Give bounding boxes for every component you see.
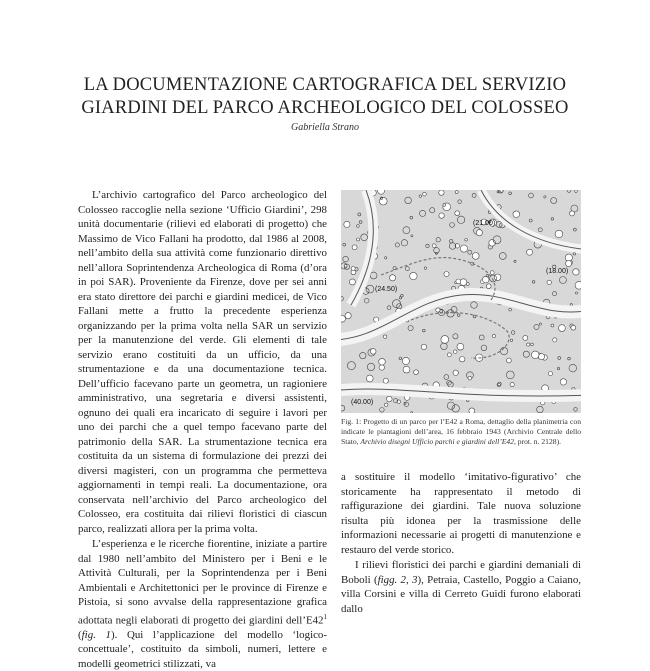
article-title-line-1: LA DOCUMENTAZIONE CARTOGRAFICA DEL SERVIZIO	[83, 75, 567, 95]
paragraph-2-text-b: . Qui l’applicazione del modello ‘logico-concettuale’, costituito da simboli, numeri, lettere e modelli geometrici stilizzati, va	[78, 628, 328, 670]
caption-text: Fig. 1: Progetto di un parco per l’E42 a Roma, dettaglio della planimetria con indicate le piantagioni dell’area, 16 febbraio 1943 (Archivio Centrale dello Stato,	[341, 417, 581, 447]
paragraph-4-text-a: I rilievi floristici dei parchi e giardini demaniali di Boboli (	[341, 559, 581, 586]
right-text-column	[341, 470, 581, 616]
caption-archive-name: Archivio disegni Ufficio parchi e giardini dell’E42	[360, 437, 514, 447]
left-text-column	[78, 188, 327, 671]
paragraph-2-text-a: L’esperienza e le ricerche fiorentine, iniziate a partire dal 1980 nell’ambito del Ministero per i Beni e le Attività Culturali, per la Soprintendenza per i Beni Ambientali e Architettonici per le province di Firenze e Pistoia, si sono avvalse della rappresentazione grafica adottata negli elaborati di progetto dei giardini dell’E42	[78, 538, 327, 627]
map-label-18: (18.00)	[546, 268, 569, 275]
author-name: Gabriella Strano	[290, 122, 360, 133]
paragraph-2: L’esperienza e le ricerche fiorentine, iniziate a partire dal 1980 nell’ambito del Ministero per i Beni e le Attività Culturali, per la Soprintendenza per i Beni Ambientali e Architettonici per le province di Firenze e Pistoia, si sono avvalse della rappresentazione grafica adottata negli elaborati di progetto dei giardini $dell’E42^1$ (fig. 1). Qui l’applicazione del modello ‘logico-concettuale’, costituito da simboli, numeri, lettere e modelli geometrici stilizzati, va	[78, 538, 328, 670]
figures-reference: figg. 2, 3	[377, 573, 418, 586]
figure-1-plan-image	[341, 190, 581, 413]
paragraph-1: L’archivio cartografico del Parco archeologico del Colosseo raccoglie nella sezione ‘Ufficio Giardini’, 298 unità documentarie (rilievi ed elaborati di progetto) che Massimo de Vico Fallani ha prodotto, dal 1986 al 2008, nell’ambito della sua attività come funzionario direttivo nell’allora Soprintendenza Archeologica di Roma (d’ora in poi SAR). Proveniente da Firenze, dove per sei anni era stato direttore dei parchi e giardini medicei, de Vico Fallani mette a frutto la precedente esperienza organizzando per la prima volta nella SAR un servizio per la manutenzione del verde. Gli elementi di tale servizio erano costituiti da un ufficio, da una strumentazione e da una documentazione tecnica. Dell’ufficio facevano parte un geometra, un ragioniere amministrativo, una segretaria e diversi assistenti, ognuno dei quali era incaricato di seguire i lavori per uno dei parchi che a quel tempo facevano parte del patrimonio della SAR. La strumentazione tecnica era costituita da un sistema di formulazione dei prezzi dei diversi magisteri, con un programma che permetteva aggiornamenti in tempi reali. La documentazione, ora conservata nell’archivio del Parco archeologico del Colosseo, era costituita dai rilievi floristici di ciascun parco, realizzati allora per la prima volta.	[78, 189, 327, 535]
article-title	[0, 74, 650, 120]
caption-end: , prot. n. 2128).	[513, 437, 562, 447]
article-title-line-2: GIARDINI DEL PARCO ARCHEOLOGICO DEL COLOSSEO	[81, 98, 569, 118]
footnote-marker: 1	[323, 612, 327, 621]
map-label-40: (40.00)	[351, 399, 374, 406]
paragraph-4-text-b: ), Petraia, Castello, Poggio a Caiano, villa Corsini e villa di Cerreto Guidi furono elaborati dallo	[341, 573, 581, 615]
figure-1-caption	[341, 417, 581, 448]
paragraph-4	[341, 558, 581, 616]
paragraph-3: a sostituire il modello ‘imitativo-figurativo’ che storicamente ha rappresentato il metodo di raffigurazione dei giardini. Tale nuova soluzione risulta più idonea per la trasmissione delle informazioni necessarie ai progetti di manutenzione e restauro del verde storico.	[341, 471, 581, 556]
map-label-24-50: (24.50)	[375, 286, 398, 293]
figure-reference: fig. 1	[81, 628, 111, 641]
map-label-21: (21.00)	[473, 220, 496, 227]
planimetry-drawing	[341, 190, 581, 413]
